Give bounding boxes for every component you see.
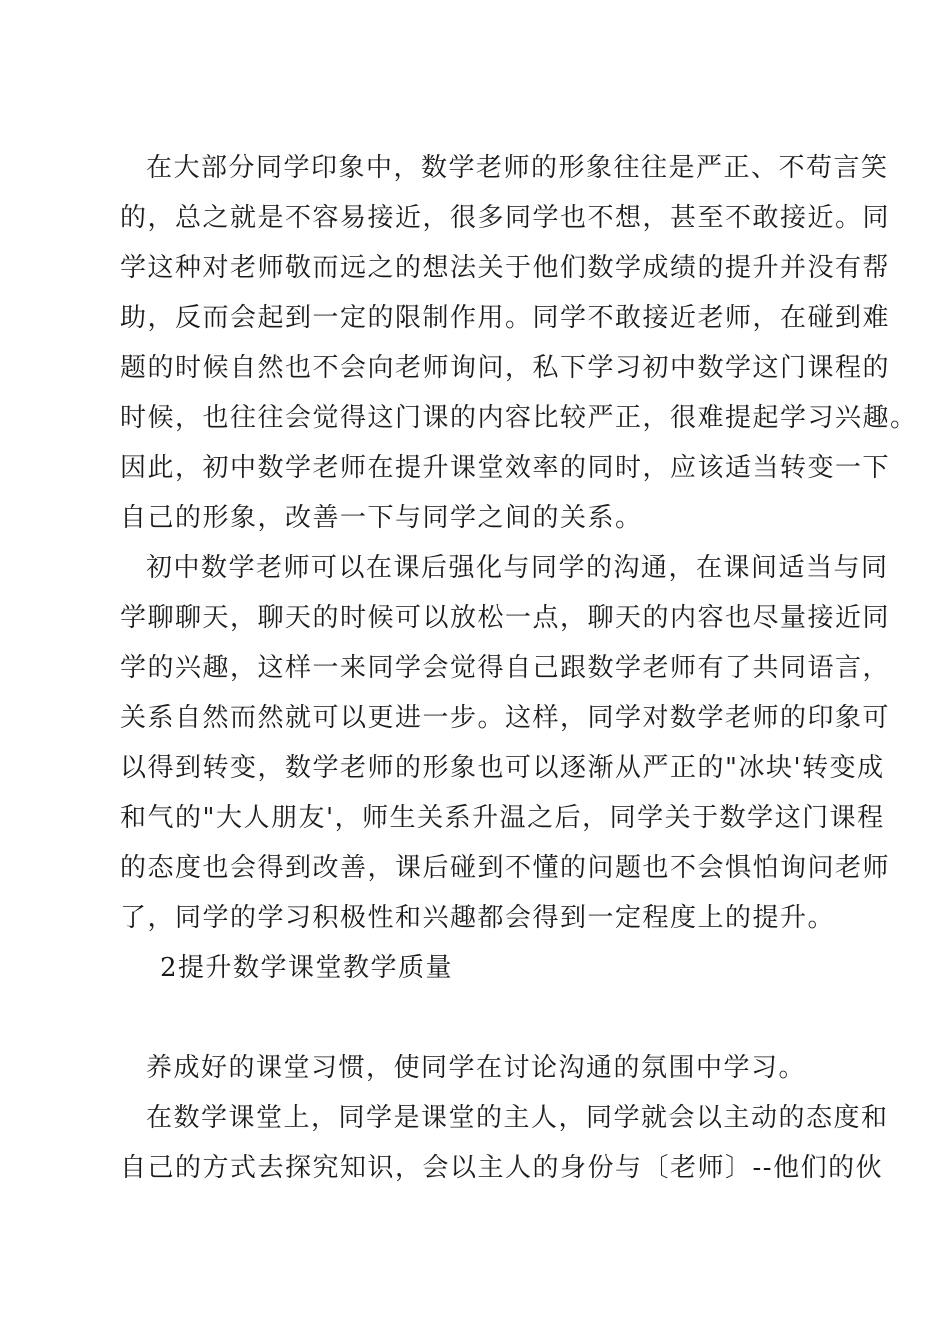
section-heading: 2提升数学课堂教学质量	[160, 953, 454, 983]
paragraph-1-line-6: 时候，也往往会觉得这门课的内容比较严正，很难提起学习兴趣。	[120, 403, 918, 433]
paragraph-2-line-5: 以得到转变，数学老师的形象也可以逐渐从严正的"冰块'转变成	[120, 753, 885, 783]
paragraph-2-line-6: 和气的"大人朋友'，师生关系升温之后，同学关于数学这门课程	[120, 803, 885, 833]
paragraph-2-line-7: 的态度也会得到改善，课后碰到不懂的问题也不会惧怕询问老师	[120, 853, 891, 883]
paragraph-4-line-2: 自己的方式去探究知识，会以主人的身份与〔老师〕--他们的伙	[120, 1153, 884, 1183]
paragraph-2-line-4: 关系自然而然就可以更进一步。这样，同学对数学老师的印象可	[120, 703, 891, 733]
paragraph-4-line-1: 在数学课堂上，同学是课堂的主人，同学就会以主动的态度和	[146, 1103, 889, 1133]
paragraph-1-line-5: 题的时候自然也不会向老师询问，私下学习初中数学这门课程的	[120, 353, 891, 383]
paragraph-2-line-3: 学的兴趣，这样一来同学会觉得自己跟数学老师有了共同语言，	[120, 653, 891, 683]
paragraph-1-line-3: 学这种对老师敬而远之的想法关于他们数学成绩的提升并没有帮	[120, 253, 891, 283]
paragraph-1-line-4: 助，反而会起到一定的限制作用。同学不敢接近老师，在碰到难	[120, 303, 891, 333]
paragraph-3-line-1: 养成好的课堂习惯，使同学在讨论沟通的氛围中学习。	[146, 1053, 807, 1083]
paragraph-2-line-8: 了，同学的学习积极性和兴趣都会得到一定程度上的提升。	[120, 903, 836, 933]
paragraph-1-line-7: 因此，初中数学老师在提升课堂效率的同时，应该适当转变一下	[120, 453, 891, 483]
paragraph-1-line-2: 的，总之就是不容易接近，很多同学也不想，甚至不敢接近。同	[120, 203, 891, 233]
paragraph-2-line-2: 学聊聊天，聊天的时候可以放松一点，聊天的内容也尽量接近同	[120, 603, 891, 633]
paragraph-1-line-1: 在大部分同学印象中，数学老师的形象往往是严正、不苟言笑	[146, 153, 889, 183]
paragraph-1-line-8: 自己的形象，改善一下与同学之间的关系。	[120, 503, 643, 533]
paragraph-2-line-1: 初中数学老师可以在课后强化与同学的沟通，在课间适当与同	[146, 553, 889, 583]
